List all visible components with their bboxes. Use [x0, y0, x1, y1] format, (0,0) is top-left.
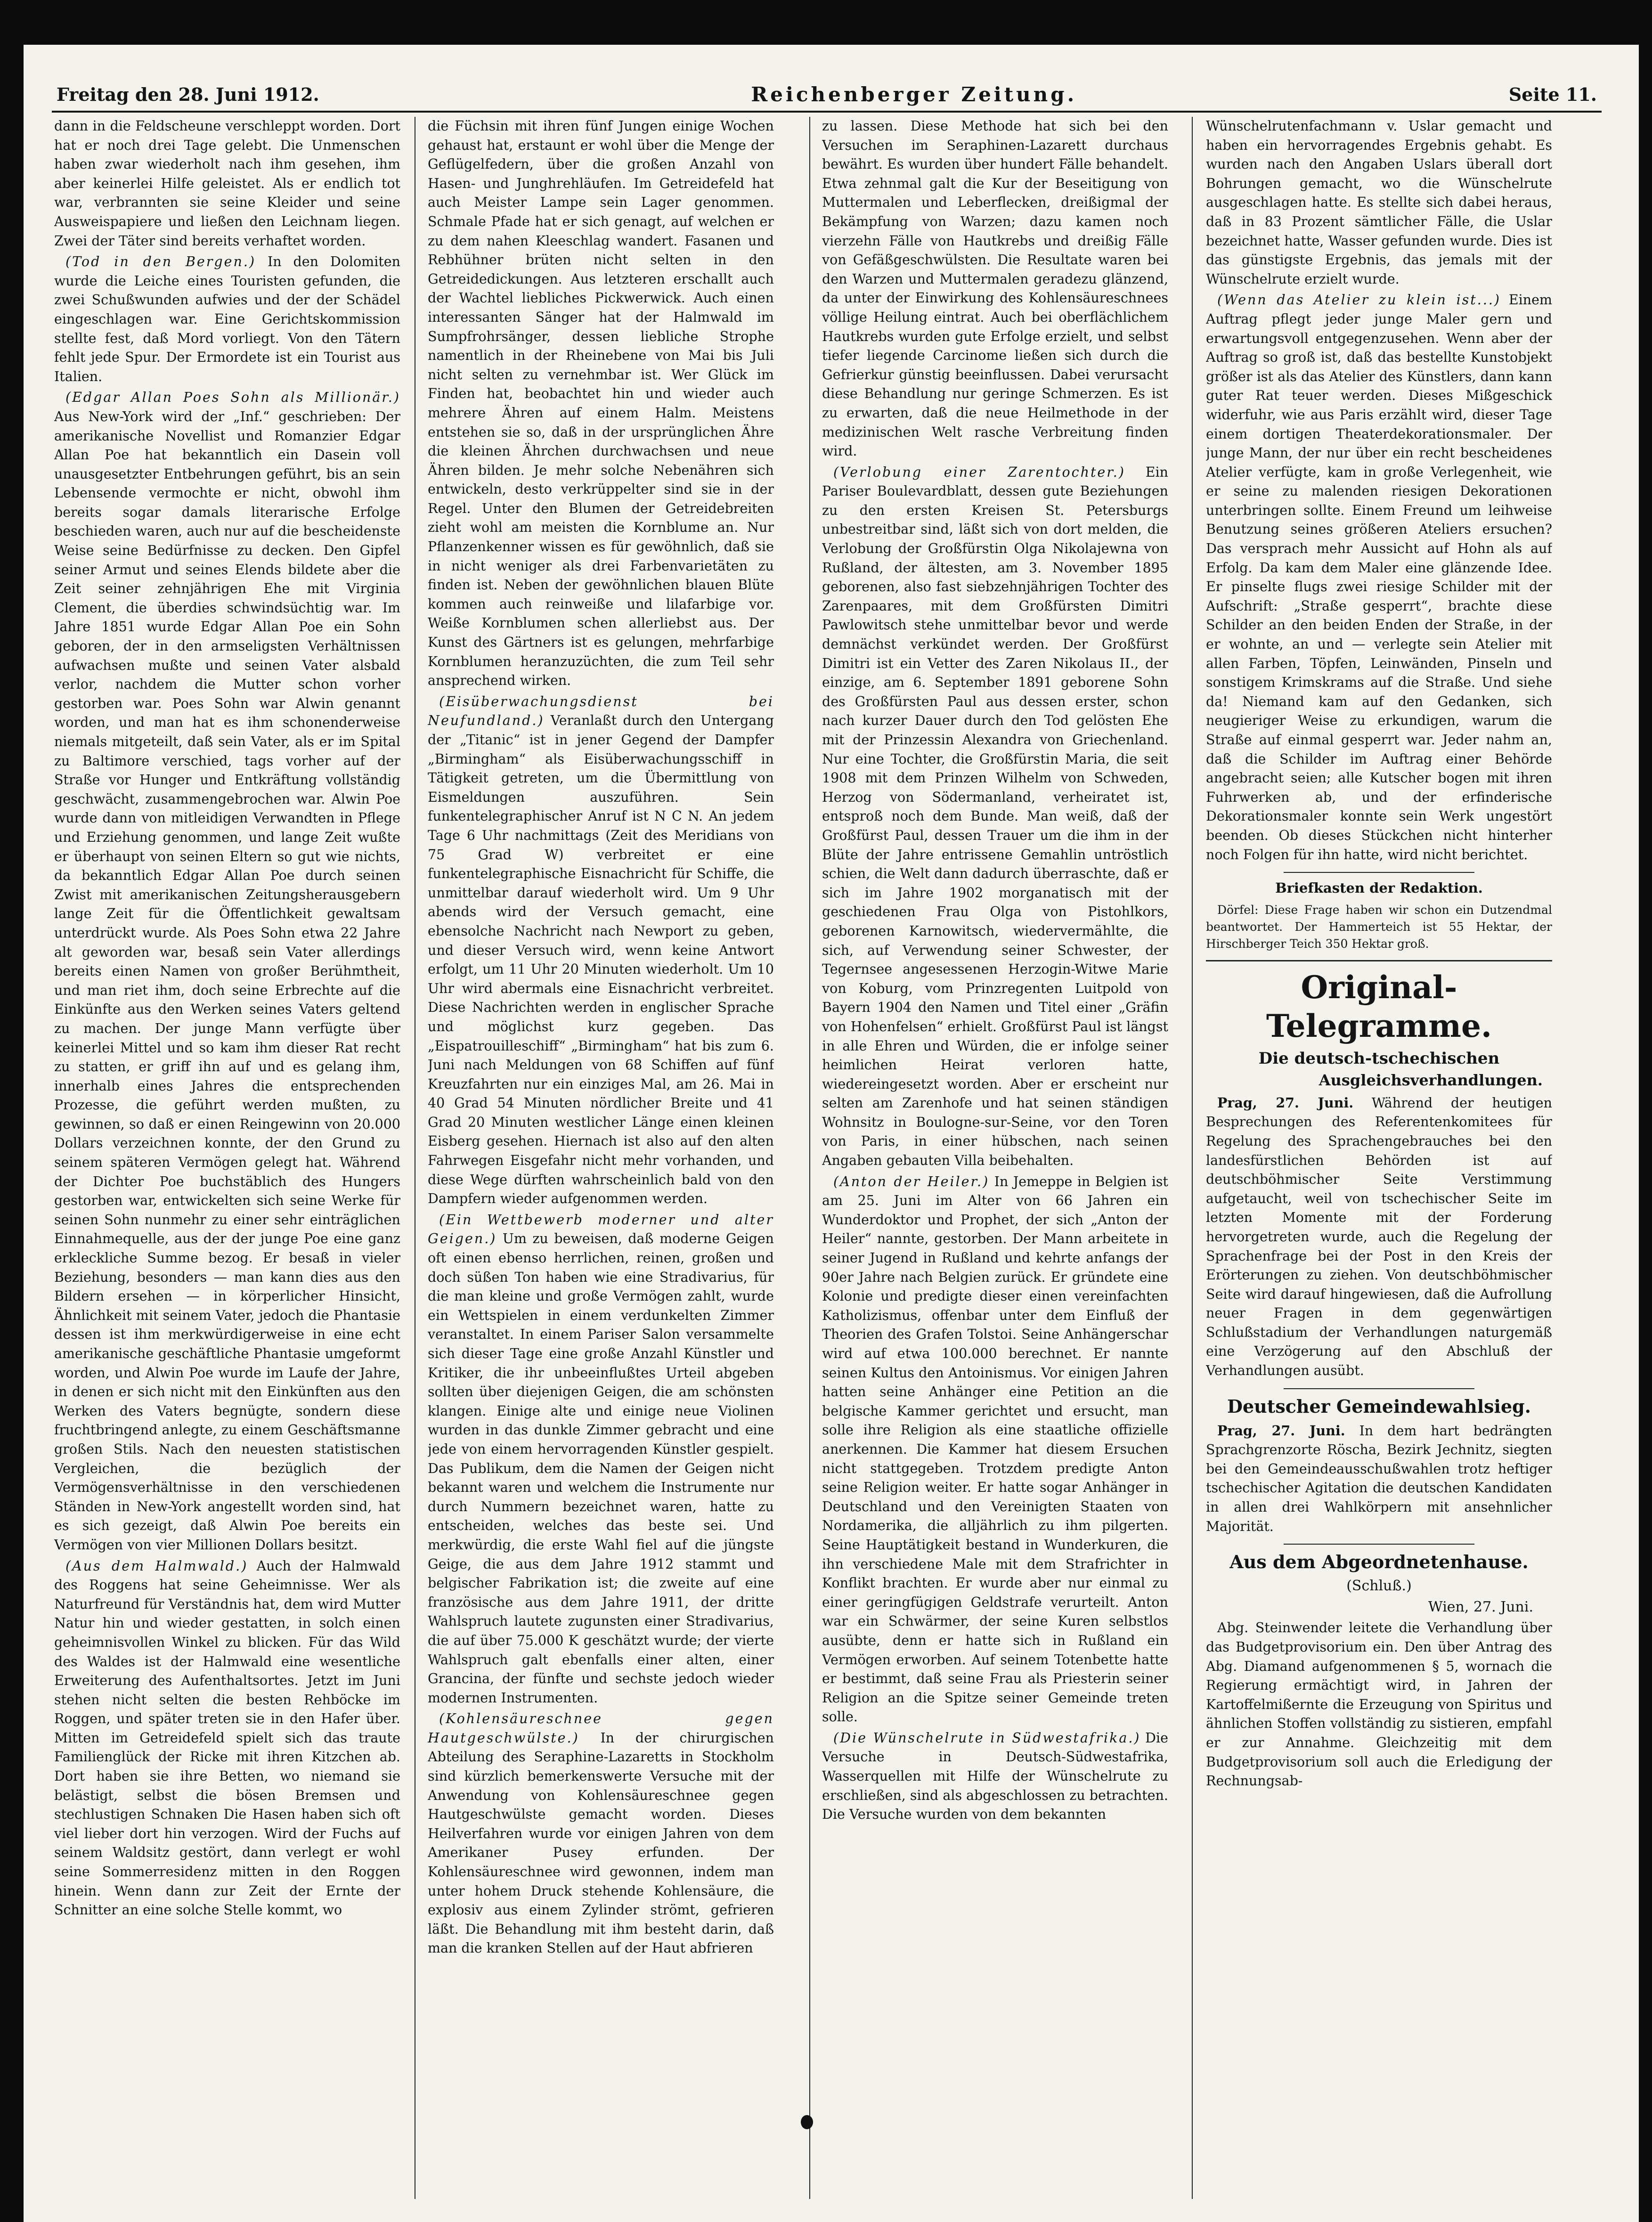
briefkasten-heading: Briefkasten der Redaktion.	[1275, 880, 1483, 896]
article-paragraph	[822, 463, 1168, 1171]
article-body: Veranlaßt durch den Untergang der „Titanic“ ist in jener Gegend der Dampfer „Birmingham“ als Eisüberwachungsschiff in Tätigkeit getreten, um die Übermittlung von Eismeldungen auszuführen. Sein funkentelegraphischer Anruf ist N C N. An jedem Tage 6 Uhr nachmittags (Zeit des Meridians von 75 Grad W) verbreitet er eine funkentelegraphische Eisnachricht für Schiffe, die unmittelbar darauf wiederholt wird. Um 9 Uhr abends wird der Versuch gemacht, eine ebensolche Nachricht nach Newport zu geben, und dieser Versuch wird, wenn keine Antwort erfolgt, um 11 Uhr 20 Minuten wiederholt. Um 10 Uhr wird abermals eine Eisnachricht verbreitet. Diese Nachrichten werden in englischer Sprache und möglichst kurz gegeben. Das „Eispatrouilleschiff“ „Birmingham“ hat bis zum 6. Juni nach Meldungen von 68 Schiffen auf fünf Kreuzfahrten nur ein einziges Mal, am 26. Mai in 40 Grad 54 Minuten nördlicher Breite und 41 Grad 20 Minuten westlicher Länge einen kleinen Eisberg gesehen. Hiernach ist also auf den alten Fahrwegen Eisgefahr nicht mehr vorhanden, und diese Wege dürften wahrscheinlich bald von den Dampfern wieder aufgenommen werden.	[428, 713, 774, 1207]
article-keyword: (Verlobung einer Zarentochter.)	[833, 464, 1125, 480]
header-page-number: Seite 11.	[1508, 83, 1597, 105]
article-keyword: (Die Wünschelrute in Südwestafrika.)	[833, 1730, 1141, 1746]
ausgleich-heading-line1: Die deutsch-tschechischen	[1258, 1049, 1500, 1068]
article-paragraph	[428, 1709, 774, 1958]
masthead: Reichenberger Zeitung.	[751, 82, 1077, 106]
article-wahlsieg	[1206, 1421, 1552, 1537]
article-body: In den Dolomiten wurde die Leiche eines Touristen gefunden, die zwei Schußwunden aufwies und der der Schädel eingeschlagen war. Eine Gerichtskommission stellte fest, daß Mord vorliegt. Von den Tätern fehlt jede Spur. Der Ermordete ist ein Tourist aus Italien.	[54, 254, 400, 384]
header-date: Freitag den 28. Juni 1912.	[57, 83, 319, 105]
article-body: In dem hart bedrängten Sprachgrenzorte Röscha, Bezirk Jechnitz, siegten bei den Gemeindeausschußwahlen trotz heftiger tschechischer Agitation die deutschen Kandidaten in allen drei Wahlkörpern mit ansehnlicher Majorität.	[1206, 1423, 1552, 1534]
column-1	[54, 117, 400, 2199]
article-paragraph	[54, 388, 400, 1555]
article-body: zu lassen. Diese Methode hat sich bei den Versuchen im Seraphinen-Lazarett durchaus bewährt. Es wurden über hundert Fälle behandelt. Etwa zehnmal galt die Kur der Beseitigung von Muttermalen und Leberflecken, dreißigmal der Bekämpfung von Warzen; dazu kamen noch vierzehn Fälle von Hautkrebs und dreißig Fälle von Gefäßgeschwülsten. Die Resultate waren bei den Warzen und Muttermalen geradezu glänzend, da unter der Einwirkung des Kohlensäureschnees völlige Heilung eintrat. Auch bei oberflächlichem Hautkrebs wurden gute Erfolge erzielt, und selbst tiefer liegende Carcinome ließen sich durch die Gefrierkur günstig beeinflussen. Dabei verursacht diese Behandlung nur geringe Schmerzen. Es ist zu erwarten, daß die neue Heilmethode in der medizinischen Welt rasche Verbreitung finden wird.	[822, 118, 1168, 459]
column-rule	[809, 117, 810, 2199]
divider	[1206, 960, 1552, 961]
article-keyword: (Tod in den Bergen.)	[65, 254, 256, 270]
article-paragraph	[822, 117, 1168, 461]
scan-border-top	[0, 0, 1652, 45]
article-body: Aus New-York wird der „Inf.“ geschrieben: Der amerikanische Novellist und Romanzier Edgar Allan Poe hat bekanntlich ein Dasein voll unausgesetzter Entbehrungen geführt, bis an sein Lebensende vermochte er nicht, obwohl ihm bereits sogar damals literarische Erfolge beschieden waren, auch nur auf die bescheidenste Weise seine Bedürfnisse zu decken. Den Gipfel seiner Armut und seines Elends bildete aber die Zeit seiner zehnjährigen Ehe mit Virginia Clement, die überdies schwindsüchtig war. Im Jahre 1851 wurde Edgar Allan Poe ein Sohn geboren, der in den armseligsten Verhältnissen aufwachsen mußte und seinen Vater alsbald verlor, nachdem die Mutter schon vorher gestorben war. Poes Sohn war Alwin genannt worden, und man hat es ihm schonenderweise niemals mitgeteilt, daß sein Vater, als er im Spital zu Baltimore verschied, tags vorher auf der Straße vor Hunger und Entkräftung vollständig geschwächt, zusammengebrochen war. Alwin Poe wurde dann von mitleidigen Verwandten in Pflege und Erziehung genommen, und lange Zeit wußte er überhaupt von seinen Eltern so gut wie nichts, da bekanntlich Edgar Allan Poe durch seinen Zwist mit amerikanischen Zeitungsherausgebern lange Zeit für die Öffentlichkeit gewaltsam unterdrückt wurde. Als Poes Sohn etwa 22 Jahre alt geworden war, besaß sein Vater allerdings bereits einen Namen von großer Berühmtheit, und man riet ihm, doch seine Erbrechte auf die Einkünfte aus den Werken seines Vaters geltend zu machen. Der junge Mann verfügte über keinerlei Mittel und so kam ihm dieser Rat recht zu statten, er griff ihn auf und es gelang ihm, innerhalb eines Jahres die entsprechenden Prozesse, die geführt werden mußten, zu gewinnen, so daß er einen Reingewinn von 20.000 Dollars verzeichnen konnte, der den Grund zu seinem späteren Vermögen gelegt hat. Während der Dichter Poe buchstäblich des Hungers gestorben war, entwickelten sich seine Werke für seinen Sohn nunmehr zu einer sehr einträglichen Einnahmequelle, aus der der junge Poe eine ganz erkleckliche Summe bezog. Er besaß in vieler Beziehung, besonders — man kann dies aus den Bildern ersehen — in körperlicher Hinsicht, Ähnlichkeit mit seinem Vater, jedoch die Phantasie dessen ist ihm merkwürdigerweise in eine echt amerikanische geschäftliche Phantasie umgeformt worden, und Alwin Poe wurde im Laufe der Jahre, in denen er sich nicht mit den Einkünften aus den Werken des Vaters begnügte, sondern diese fruchtbringend anlegte, zu einem Geschäftsmanne großen Stils. Nach den neuesten statistischen Vergleichen, die bezüglich der Vermögensverhältnisse in den verschiedenen Ständen in New-York angestellt worden sind, hat es sich gezeigt, daß Alwin Poe bereits ein Vermögen von vier Millionen Dollars besitzt.	[54, 408, 400, 1553]
article-paragraph	[54, 1557, 400, 1920]
divider	[1284, 872, 1474, 873]
abgeordnetenhaus-heading: Aus dem Abgeordnetenhause.	[1229, 1551, 1529, 1573]
article-keyword: (Eisüberwachungsdienst bei Neufundland.)	[428, 693, 774, 729]
article-paragraph	[428, 1211, 774, 1708]
article-body: dann in die Feldscheune verschleppt worden. Dort hat er noch drei Tage gelebt. Die Unmenschen haben zwar wiederholt nach ihm gesehen, ihm aber keinerlei Hilfe geleistet. Als er endlich tot war, verbrannten sie seine Kleider und seine Ausweispapiere und ließen den Leichnam liegen. Zwei der Täter sind bereits verhaftet worden.	[54, 118, 400, 249]
wahlsieg-heading: Deutscher Gemeindewahlsieg.	[1227, 1395, 1531, 1417]
divider	[1284, 1388, 1474, 1389]
article-body: Während der heutigen Besprechungen des Referentenkomitees für Regelung des Sprachengebrauches bei den landesfürstlichen Behörden ist auf deutschböhmischer Seite Verstimmung aufgetaucht, weil von tschechischer Seite im letzten Momente mit der Forderung hervorgetreten wurde, auch die Regelung der Sprachenfrage bei der Post in den Kreis der Erörterungen zu ziehen. Von deutschböhmischer Seite wird darauf hingewiesen, daß die Aufrollung neuer Fragen in dem gegenwärtigen Schlußstadium der Verhandlungen naturgemäß eine Verzögerung auf den Abschluß der Verhandlungen ausübt.	[1206, 1095, 1552, 1379]
column-4	[1206, 117, 1552, 2199]
dateline-place: Prag, 27. Juni.	[1217, 1422, 1345, 1439]
article-body: Die Versuche in Deutsch-Südwestafrika, Wasserquellen mit Hilfe der Wünschelrute zu erschließen, sind als abgeschlossen zu betrachten. Die Versuche wurden von dem bekannten	[822, 1730, 1168, 1823]
page-header	[57, 80, 1597, 108]
ausgleich-heading-line2: Ausgleichsverhandlungen.	[1318, 1071, 1543, 1089]
dateline-place: Prag, 27. Juni.	[1217, 1094, 1354, 1111]
article-wuenschelrute-end: Wünschelrutenfachmann v. Uslar gemacht und haben ein hervorragendes Ergebnis gehabt. Es wurden nach den Angaben Uslars überall dort Bohrungen gemacht, wo die Wünschelrute ausgeschlagen hatte. Es stellte sich dabei heraus, daß in 83 Prozent sämtlicher Fälle, die Uslar bezeichnet hatte, Wasser gefunden wurde. Dies ist das günstigste Ergebnis, das jemals mit der Wünschelrute erzielt wurde.	[1206, 118, 1552, 287]
scan-border-right	[1639, 0, 1652, 2222]
article-keyword: (Ein Wettbewerb moderner und alter Geigen.)	[428, 1212, 774, 1247]
article-paragraph	[428, 692, 774, 1209]
telegramme-heading: Original-Telegramme.	[1266, 969, 1492, 1044]
article-body: Um zu beweisen, daß moderne Geigen oft einen ebenso herrlichen, reinen, großen und doch süßen Ton haben wie eine Stradivarius, für die man kleine und große Vermögen zahlt, wurde ein Wettspielen in einem verdunkelten Zimmer veranstaltet. In einem Pariser Salon versammelte sich dieser Tage eine große Anzahl Künstler und Kritiker, die ihr unbeeinflußtes Urteil abgeben sollten über diejenigen Geigen, die am schönsten klangen. Einige alte und einige neue Violinen wurden in das dunkle Zimmer gebracht und eine jede von einem hervorragenden Künstler gespielt. Das Publikum, dem die Namen der Geigen nicht bekannt waren und welchem die Instrumente nur durch Nummern bezeichnet waren, hatte zu entscheiden, welches das beste sei. Und merkwürdig, die erste Wahl fiel auf die jüngste Geige, die aus dem Jahre 1912 stammt und belgischer Fabrikation ist; die zweite auf eine französische aus dem Jahre 1911, der dritte Wahlspruch lautete zugunsten einer Stradivarius, die auf über 75.000 K geschätzt wurde; der vierte Wahlspruch galt ebenfalls einer alten, einer Grancina, der fünfte und sechste jedoch wieder modernen Instrumenten.	[428, 1231, 774, 1706]
ink-blot	[801, 2115, 813, 2129]
dateline: Wien, 27. Juni.	[1428, 1598, 1533, 1615]
column-2	[428, 117, 774, 2199]
article-paragraph	[822, 1172, 1168, 1727]
article-body: Einem Auftrag pflegt jeder junge Maler gern und erwartungsvoll entgegenzusehen. Wenn aber der Auftrag so groß ist, daß das bestellte Kunstobjekt größer ist als das Atelier des Künstlers, dann kann guter Rat teuer werden. Dieses Mißgeschick widerfuhr, wie aus Paris erzählt wird, dieser Tage einem dortigen Theaterdekorationsmaler. Der junge Mann, der nur über ein recht bescheidenes Atelier verfügte, kam in große Verlegenheit, wie er seine zu malenden riesigen Dekorationen unterbringen sollte. Einem Freund um leihweise Benutzung seines größeren Ateliers ersuchen? Das versprach mehr Aussicht auf Hohn als auf Erfolg. Da kam dem Maler eine glänzende Idee. Er pinselte flugs zwei riesige Schilder mit der Aufschrift: „Straße gesperrt“, brachte diese Schilder an den beiden Enden der Straße, in der er wohnte, an und — verlegte sein Atelier mit allen Farben, Töpfen, Leinwänden, Pinseln und sonstigem Krimskrams auf die Straße. Und siehe da! Niemand kam auf den Gedanken, sich neugieriger Weise zu erkundigen, warum die Straße auf einmal gesperrt war. Jeder nahm an, daß die Schilder im Auftrag einer Behörde angebracht seien; alle Kutscher bogen mit ihren Fuhrwerken ab, und der erfinderische Dekorationsmaler konnte sein Werk ungestört beenden. Ob dieses Stückchen nicht hinterher noch Folgen für ihn hatte, wird nicht berichtet.	[1206, 292, 1552, 863]
article-keyword: (Aus dem Halmwald.)	[65, 1558, 248, 1574]
article-body: Auch der Halmwald des Roggens hat seine Geheimnisse. Wer als Naturfreund für Verständnis hat, dem wird Mutter Natur hin und wieder gestatten, in solch einen geheimnisvollen Winkel zu blicken. Für das Wild des Waldes ist der Halmwald eine wesentliche Erweiterung des Aufenthaltsortes. Jetzt im Juni stehen nicht selten die besten Rehböcke im Roggen, und später treten sie in den Hafer über. Mitten im Getreidefeld spielt sich das traute Familienglück der Ricke mit ihren Kitzchen ab. Dort haben sie ihre Betten, wo niemand sie belästigt, selbst die bösen Bremsen und stechlustigen Schnaken Die Hasen haben sich oft viel lieber dort hin verzogen. Wird der Fuchs auf seinem Waldsitz gestört, dann verlegt er wohl seine Sommerresidenz mitten in den Roggen hinein. Wenn dann zur Zeit der Ernte der Schnitter an eine solche Stelle kommt, wo	[54, 1558, 400, 1918]
scan-border-left	[0, 0, 24, 2222]
briefkasten-body: Dörfel: Diese Frage haben wir schon ein Dutzendmal beantwortet. Der Hammerteich ist 55 Hektar, der Hirschberger Teich 350 Hektar groß.	[1206, 903, 1552, 951]
article-body: die Füchsin mit ihren fünf Jungen einige Wochen gehaust hat, erstaunt er wohl über die Menge der Geflügelfedern, über die großen Anzahl von Hasen- und Junghrehläufen. Im Getreidefeld hat auch Meister Lampe sein Lager genommen. Schmale Pfade hat er sich genagt, auf welchen er zu dem nahen Kleeschlag wandert. Fasanen und Rebhühner brüten nicht selten in den Getreidedickungen. Aus letzteren erschallt auch der Wachtel liebliches Pickwerwick. Auch einen interessanten Sänger hat der Halmwald im Sumpfrohrsänger, dessen liebliche Strophe namentlich in der Rheinebene von Mai bis Juli nicht selten zu vernehmbar ist. Wer Glück im Finden hat, beobachtet hin und wieder auch mehrere Ähren auf einem Halm. Meistens entstehen sie so, daß in der ursprünglichen Ähre die kleinen Ährchen durchwachsen und neue Ähren bilden. Je mehr solche Nebenähren sich entwickeln, desto verkrüppelter sind sie in der Regel. Unter den Blumen der Getreidebreiten zieht wohl am meisten die Kornblume an. Nur Pflanzenkenner wissen es für gewöhnlich, daß sie in nicht weniger als drei Farbenvarietäten zu finden ist. Neben der gewöhnlichen blauen Blüte kommen auch reinweiße und lilafarbige vor. Weiße Kornblumen schen allerliebst aus. Der Kunst des Gärtners ist es gelungen, mehrfarbige Kornblumen heranzuzüchten, die zum Teil sehr ansprechend wirken.	[428, 118, 774, 689]
article-body: In Jemeppe in Belgien ist am 25. Juni im Alter von 66 Jahren ein Wunderdoktor und Prophet, der sich „Anton der Heiler“ nannte, gestorben. Der Mann arbeitete in seiner Jugend in Rußland und kehrte anfangs der 90er Jahre nach Belgien zurück. Er gründete eine Kolonie und predigte dieser einen vereinfachten Katholizismus, offenbar unter dem Einfluß der Theorien des Grafen Tolstoi. Seine Anhängerschar wird auf etwa 100.000 berechnet. Er nannte seinen Kultus den Antoinismus. Vor einigen Jahren hatten seine Anhänger eine Petition an die belgische Kammer gerichtet und ersucht, man solle ihre Religion als eine staatliche offizielle anerkennen. Die Kammer hat diesem Ersuchen nicht stattgegeben. Trotzdem predigte Anton seine Religion weiter. Er hatte sogar Anhänger in Deutschland und den Vereinigten Staaten von Nordamerika, die alljährlich zu ihm pilgerten. Seine Hauptätigkeit bestand in Wunderkuren, die ihn verschiedene Male mit dem Strafrichter in Konflikt brachten. Er wurde aber nur einmal zu einer geringfügigen Geldstrafe verurteilt. Anton war ein Schwärmer, der seine Kuren selbstlos ausübte, denn er hatte sich in Rußland ein Vermögen erworben. Auf seinem Totenbette hatte er bestimmt, daß seine Frau als Priesterin seiner Religion an die Spitze seiner Gemeinde treten solle.	[822, 1173, 1168, 1725]
article-keyword: (Anton der Heiler.)	[833, 1173, 990, 1189]
article-paragraph	[428, 117, 774, 691]
article-abgeordnetenhaus: Abg. Steinwender leitete die Verhandlung über das Budgetprovisorium ein. Den über Antrag des Abg. Diamand aufgenommenen § 5, wornach die Regierung ermächtigt wird, in Jahren der Kartoffelmißernte die Erzeugung von Spiritus und ähnlichen Stoffen vollständig zu sistieren, empfahl er zur Annahme. Gleichzeitig mit dem Budgetprovisorium soll auch die Erledigung der Rechnungsab-	[1206, 1620, 1552, 1789]
article-atelier	[1206, 291, 1552, 864]
article-paragraph	[822, 1729, 1168, 1824]
header-rule	[52, 111, 1602, 113]
article-keyword: (Wenn das Atelier zu klein ist...)	[1217, 292, 1501, 308]
divider	[1284, 1544, 1474, 1545]
article-body: In der chirurgischen Abteilung des Seraphine-Lazaretts in Stockholm sind kürzlich bemerkenswerte Versuche mit der Anwendung von Kohlensäureschnee gegen Hautgeschwülste gemacht worden. Dieses Heilverfahren wurde vor einigen Jahren von dem Amerikaner Pusey erfunden. Der Kohlensäureschnee wird gewonnen, indem man unter hohem Druck stehende Kohlensäure, die explosiv aus einem Zylinder strömt, gefrieren läßt. Die Behandlung mit ihm besteht darin, daß man die kranken Stellen auf der Haut abfrieren	[428, 1730, 774, 1956]
article-paragraph	[54, 117, 400, 251]
article-body: Ein Pariser Boulevardblatt, dessen gute Beziehungen zu den ersten Kreisen St. Petersburgs unbestreitbar sind, läßt sich von dort melden, die Verlobung der Großfürstin Olga Nikolajewna von Rußland, der ältesten, am 3. November 1895 geborenen, also fast siebzehnjährigen Tochter des Zarenpaares, mit dem Großfürsten Dimitri Pawlowitsch stehe unmittelbar bevor und werde demnächst verkündet werden. Der Großfürst Dimitri ist ein Vetter des Zaren Nikolaus II., der einzige, am 6. September 1891 geborene Sohn des Großfürsten Paul aus dessen erster, schon nach kurzer Dauer durch den Tod gelösten Ehe mit der Prinzessin Alexandra von Griechenland. Nur eine Tochter, die Großfürstin Maria, die seit 1908 mit dem Prinzen Wilhelm von Schweden, Herzog von Södermanland, verheiratet ist, entsproß noch dem Bunde. Man weiß, daß der Großfürst Paul, dessen Trauer um die ihm in der Blüte der Jahre entrissene Gemahlin untröstlich schien, die Welt dann dadurch überraschte, daß er sich im Jahre 1902 morganatisch mit der geschiedenen Frau Olga von Pistohlkors, geborenen Karnowitsch, wiedervermählte, die sich, auf Verwendung seiner Schwester, der Tegernsee angesessenen Herzogin-Witwe Marie von Koburg, vom Prinzregenten Luitpold von Bayern 1904 den Namen und Titel einer „Gräfin von Hohenfelsen“ erhielt. Großfürst Paul ist längst in alle Ehren und Würden, die er infolge seiner heimlichen Heirat verloren hatte, wiedereingesetzt worden. Aber er erscheint nur selten am Zarenhofe und hat seinen ständigen Wohnsitz in Boulogne-sur-Seine, vor den Toren von Paris, in einer hübschen, nach seinen Angaben gebauten Villa beibehalten.	[822, 464, 1168, 1169]
schluss-note: (Schluß.)	[1346, 1578, 1412, 1595]
column-3	[822, 117, 1168, 2199]
article-keyword: (Edgar Allan Poes Sohn als Millionär.)	[65, 390, 400, 406]
article-paragraph	[54, 252, 400, 386]
column-rule	[1192, 117, 1193, 2199]
article-ausgleich	[1206, 1093, 1552, 1381]
article-keyword: (Kohlensäureschnee gegen Hautgeschwülste.)	[428, 1711, 774, 1746]
